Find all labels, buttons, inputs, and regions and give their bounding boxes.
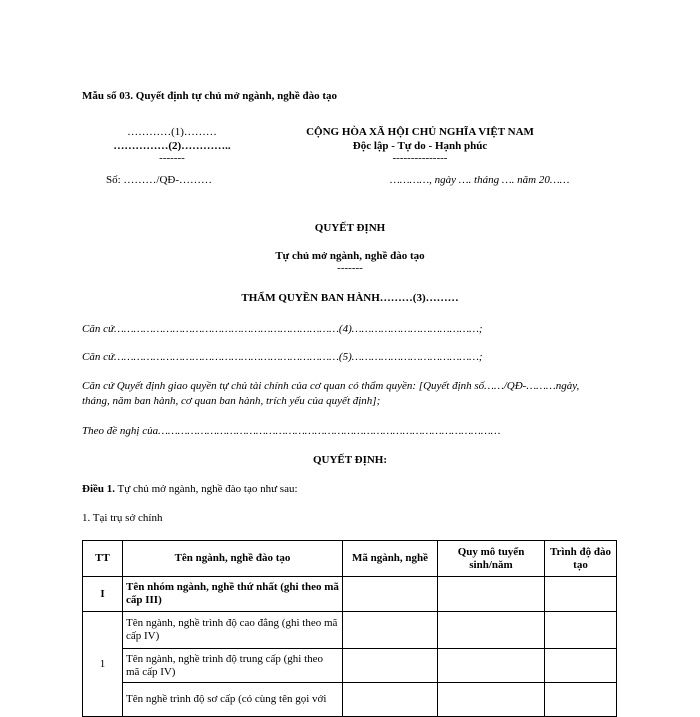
national-motto: Độc lập - Tự do - Hạnh phúc: [352, 140, 488, 152]
cell-empty: [545, 577, 617, 612]
basis-line-autonomy-2: tháng, năm ban hành, cơ quan ban hành, trích yếu của quyết định];: [82, 395, 381, 407]
basis-line-autonomy-1: Căn cứ Quyết định giao quyền tự chủ tài chính của cơ quan có thẩm quyền: [Quyết định số……/QĐ-………ngày,: [82, 380, 580, 392]
item-tt: 1: [83, 612, 123, 717]
cell-empty: [438, 649, 545, 683]
header-level: Trình độ đào tạo: [545, 541, 617, 577]
cell-empty: [438, 612, 545, 649]
agency-line-2: ……………(2)…………..: [113, 140, 231, 152]
group-tt: I: [83, 577, 123, 612]
table-row: [83, 649, 617, 683]
document-date: …………, ngày …. tháng …. năm 20……: [390, 174, 570, 186]
basis-line-4: Căn cứ……………………………………………………………(4)…………………………………;: [82, 323, 483, 335]
table-row: [83, 577, 617, 612]
header-tt: TT: [83, 541, 123, 577]
issuing-authority: THẨM QUYỀN BAN HÀNH………(3)………: [241, 292, 459, 304]
cell-empty: [343, 577, 438, 612]
proposal-line: Theo đề nghị của……………………………………………………………………………………………: [82, 425, 501, 437]
form-label: Mẫu số 03. Quyết định tự chủ mở ngành, nghề đào tạo: [82, 90, 338, 102]
motto-separator: ---------------: [392, 152, 448, 164]
row-name: Tên nghề trình độ sơ cấp (có cùng tên gọi với: [123, 683, 343, 717]
article-1-text: Tự chủ mở ngành, nghề đào tạo như sau:: [115, 483, 298, 495]
cell-empty: [545, 612, 617, 649]
cell-empty: [343, 612, 438, 649]
decision-heading: QUYẾT ĐỊNH:: [312, 454, 388, 466]
row-name: Tên ngành, nghề trình độ cao đẳng (ghi theo mã cấp IV): [123, 612, 343, 649]
row-name: Tên ngành, nghề trình độ trung cấp (ghi theo mã cấp IV): [123, 649, 343, 683]
section-head-office: 1. Tại trụ sở chính: [82, 512, 163, 524]
table-row: [83, 612, 617, 649]
header-name: Tên ngành, nghề đào tạo: [123, 541, 343, 577]
article-1: [82, 483, 298, 495]
decision-subtitle: Tự chủ mở ngành, nghề đào tạo: [275, 250, 425, 262]
national-title: CỘNG HÒA XÃ HỘI CHỦ NGHĨA VIỆT NAM: [306, 126, 534, 138]
cell-empty: [438, 577, 545, 612]
header-scale: Quy mô tuyển sinh/năm: [438, 541, 545, 577]
basis-line-5: Căn cứ……………………………………………………………(5)…………………………………;: [82, 351, 483, 363]
header-code: Mã ngành, nghề: [343, 541, 438, 577]
cell-empty: [343, 649, 438, 683]
agency-line-1: …………(1)………: [127, 126, 217, 138]
cell-empty: [545, 649, 617, 683]
agency-separator: -------: [159, 152, 185, 164]
article-1-label: Điều 1.: [82, 483, 115, 495]
subtitle-separator: -------: [337, 262, 363, 274]
decision-title: QUYẾT ĐỊNH: [314, 222, 386, 234]
program-table: [82, 540, 617, 717]
group-name: Tên nhóm ngành, nghề thứ nhất (ghi theo mã cấp III): [123, 577, 343, 612]
document-number: Số: ………/QĐ-………: [106, 174, 213, 186]
